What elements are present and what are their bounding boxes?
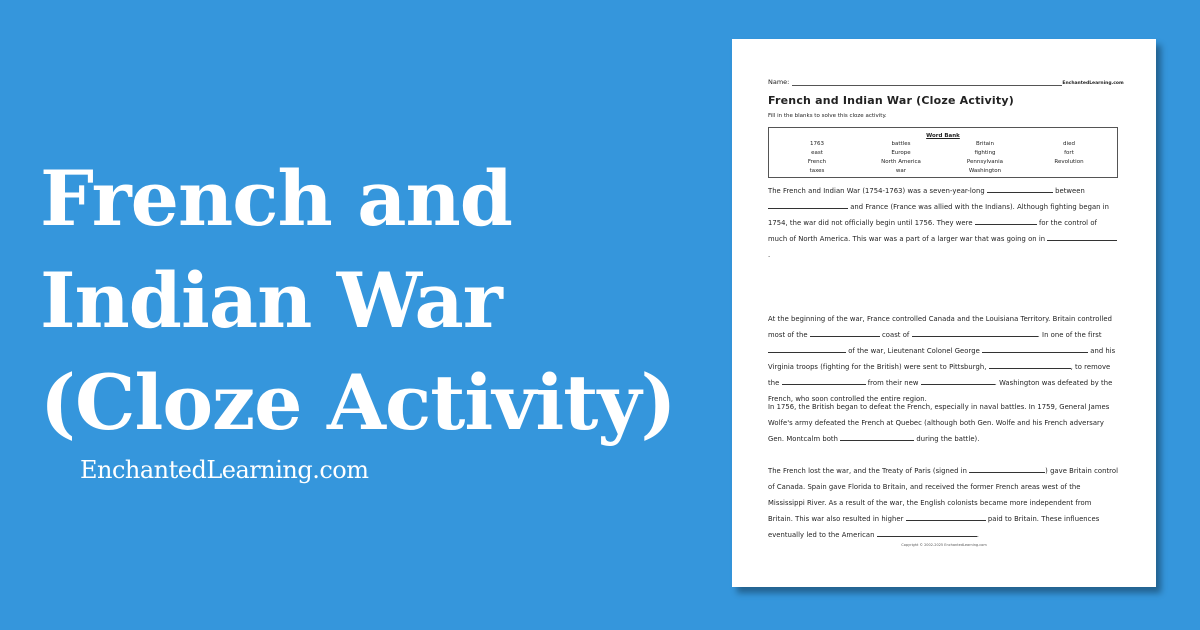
passage-paragraph: The French and Indian War (1754-1763) was a seven-year-long between and France (France was allied with the Indians). Although fighting began in 1754, the war did not officially begin until 1756. They were for the control of much of North America. This war was a part of a larger war that was going on in . <box>768 183 1118 263</box>
word-bank-word: Britain <box>975 141 995 147</box>
word-bank-word: Washington <box>968 168 1002 174</box>
cloze-blank <box>1047 233 1117 241</box>
cloze-blank <box>906 513 986 521</box>
cloze-blank <box>975 217 1037 225</box>
word-bank-word: Pennsylvania <box>966 159 1004 165</box>
cloze-blank <box>810 329 880 337</box>
cloze-blank <box>782 377 866 385</box>
copyright-text: Copyright © 2002-2025 EnchantedLearning.com <box>901 543 987 547</box>
word-bank-word: Revolution <box>1054 159 1084 165</box>
word-bank-word: died <box>1063 141 1075 147</box>
hero-title-line: French and <box>40 154 512 243</box>
cloze-blank <box>969 465 1045 473</box>
worksheet-title: French and Indian War (Cloze Activity) <box>768 94 1014 107</box>
cloze-blank <box>989 361 1071 369</box>
hero-title-line: (Cloze Activity) <box>40 358 676 447</box>
cloze-blank <box>768 345 846 353</box>
word-bank-word: battles <box>891 141 911 147</box>
passage-paragraph: The French lost the war, and the Treaty of Paris (signed in ) gave Britain control of Canada. Spain gave Florida to Britain, and received the former French areas west of the Mississippi River. As a result of the war, the English colonists became more independent from Britain. This war also resulted in higher paid to Britain. These influences eventually led to the American . <box>768 467 1119 539</box>
site-name: EnchantedLearning.com <box>80 456 369 484</box>
worksheet-site: EnchantedLearning.com <box>1062 81 1124 86</box>
word-bank-word: 1763 <box>810 141 824 147</box>
cloze-blank <box>768 201 848 209</box>
worksheet-header <box>768 77 1124 86</box>
word-bank-word: fort <box>1064 150 1074 156</box>
word-bank-word: east <box>811 150 823 156</box>
cloze-blank <box>921 377 995 385</box>
word-bank-word: North America <box>881 159 921 165</box>
word-bank-word: war <box>895 168 907 174</box>
word-bank <box>768 127 1118 178</box>
word-bank-title: Word Bank <box>926 133 960 139</box>
word-bank-word: fighting <box>974 150 996 156</box>
hero-title-line: Indian War <box>40 256 502 345</box>
word-bank-word: French <box>807 159 827 165</box>
worksheet-instructions: Fill in the blanks to solve this cloze activity. <box>768 113 887 119</box>
cloze-blank <box>987 185 1053 193</box>
name-label: Name: <box>768 78 790 86</box>
cloze-blank <box>912 329 1038 337</box>
word-bank-grid <box>775 140 1111 176</box>
cloze-blank <box>877 529 977 537</box>
hero-title <box>40 148 720 454</box>
cloze-blank <box>840 433 914 441</box>
word-bank-word <box>1027 167 1111 176</box>
passage-paragraph: At the beginning of the war, France controlled Canada and the Louisiana Territory. Britain controlled most of the coast of . In one of the first of the war, Lieutenant Colonel George and his Virginia troops (fighting for the British) were sent to Pittsburgh, , to remove the from their new . Washington was defeated by the French, who soon controlled the entire region. <box>768 315 1116 403</box>
word-bank-word: taxes <box>809 168 825 174</box>
name-line <box>792 77 1062 86</box>
word-bank-word: Europe <box>891 150 911 156</box>
worksheet-preview <box>732 39 1156 587</box>
passage-paragraph: In 1756, the British began to defeat the French, especially in naval battles. In 1759, General James Wolfe's army defeated the French at Quebec (although both Gen. Wolfe and his French adversary Gen. Montcalm both during the battle). <box>768 403 1110 443</box>
cloze-blank <box>982 345 1088 353</box>
